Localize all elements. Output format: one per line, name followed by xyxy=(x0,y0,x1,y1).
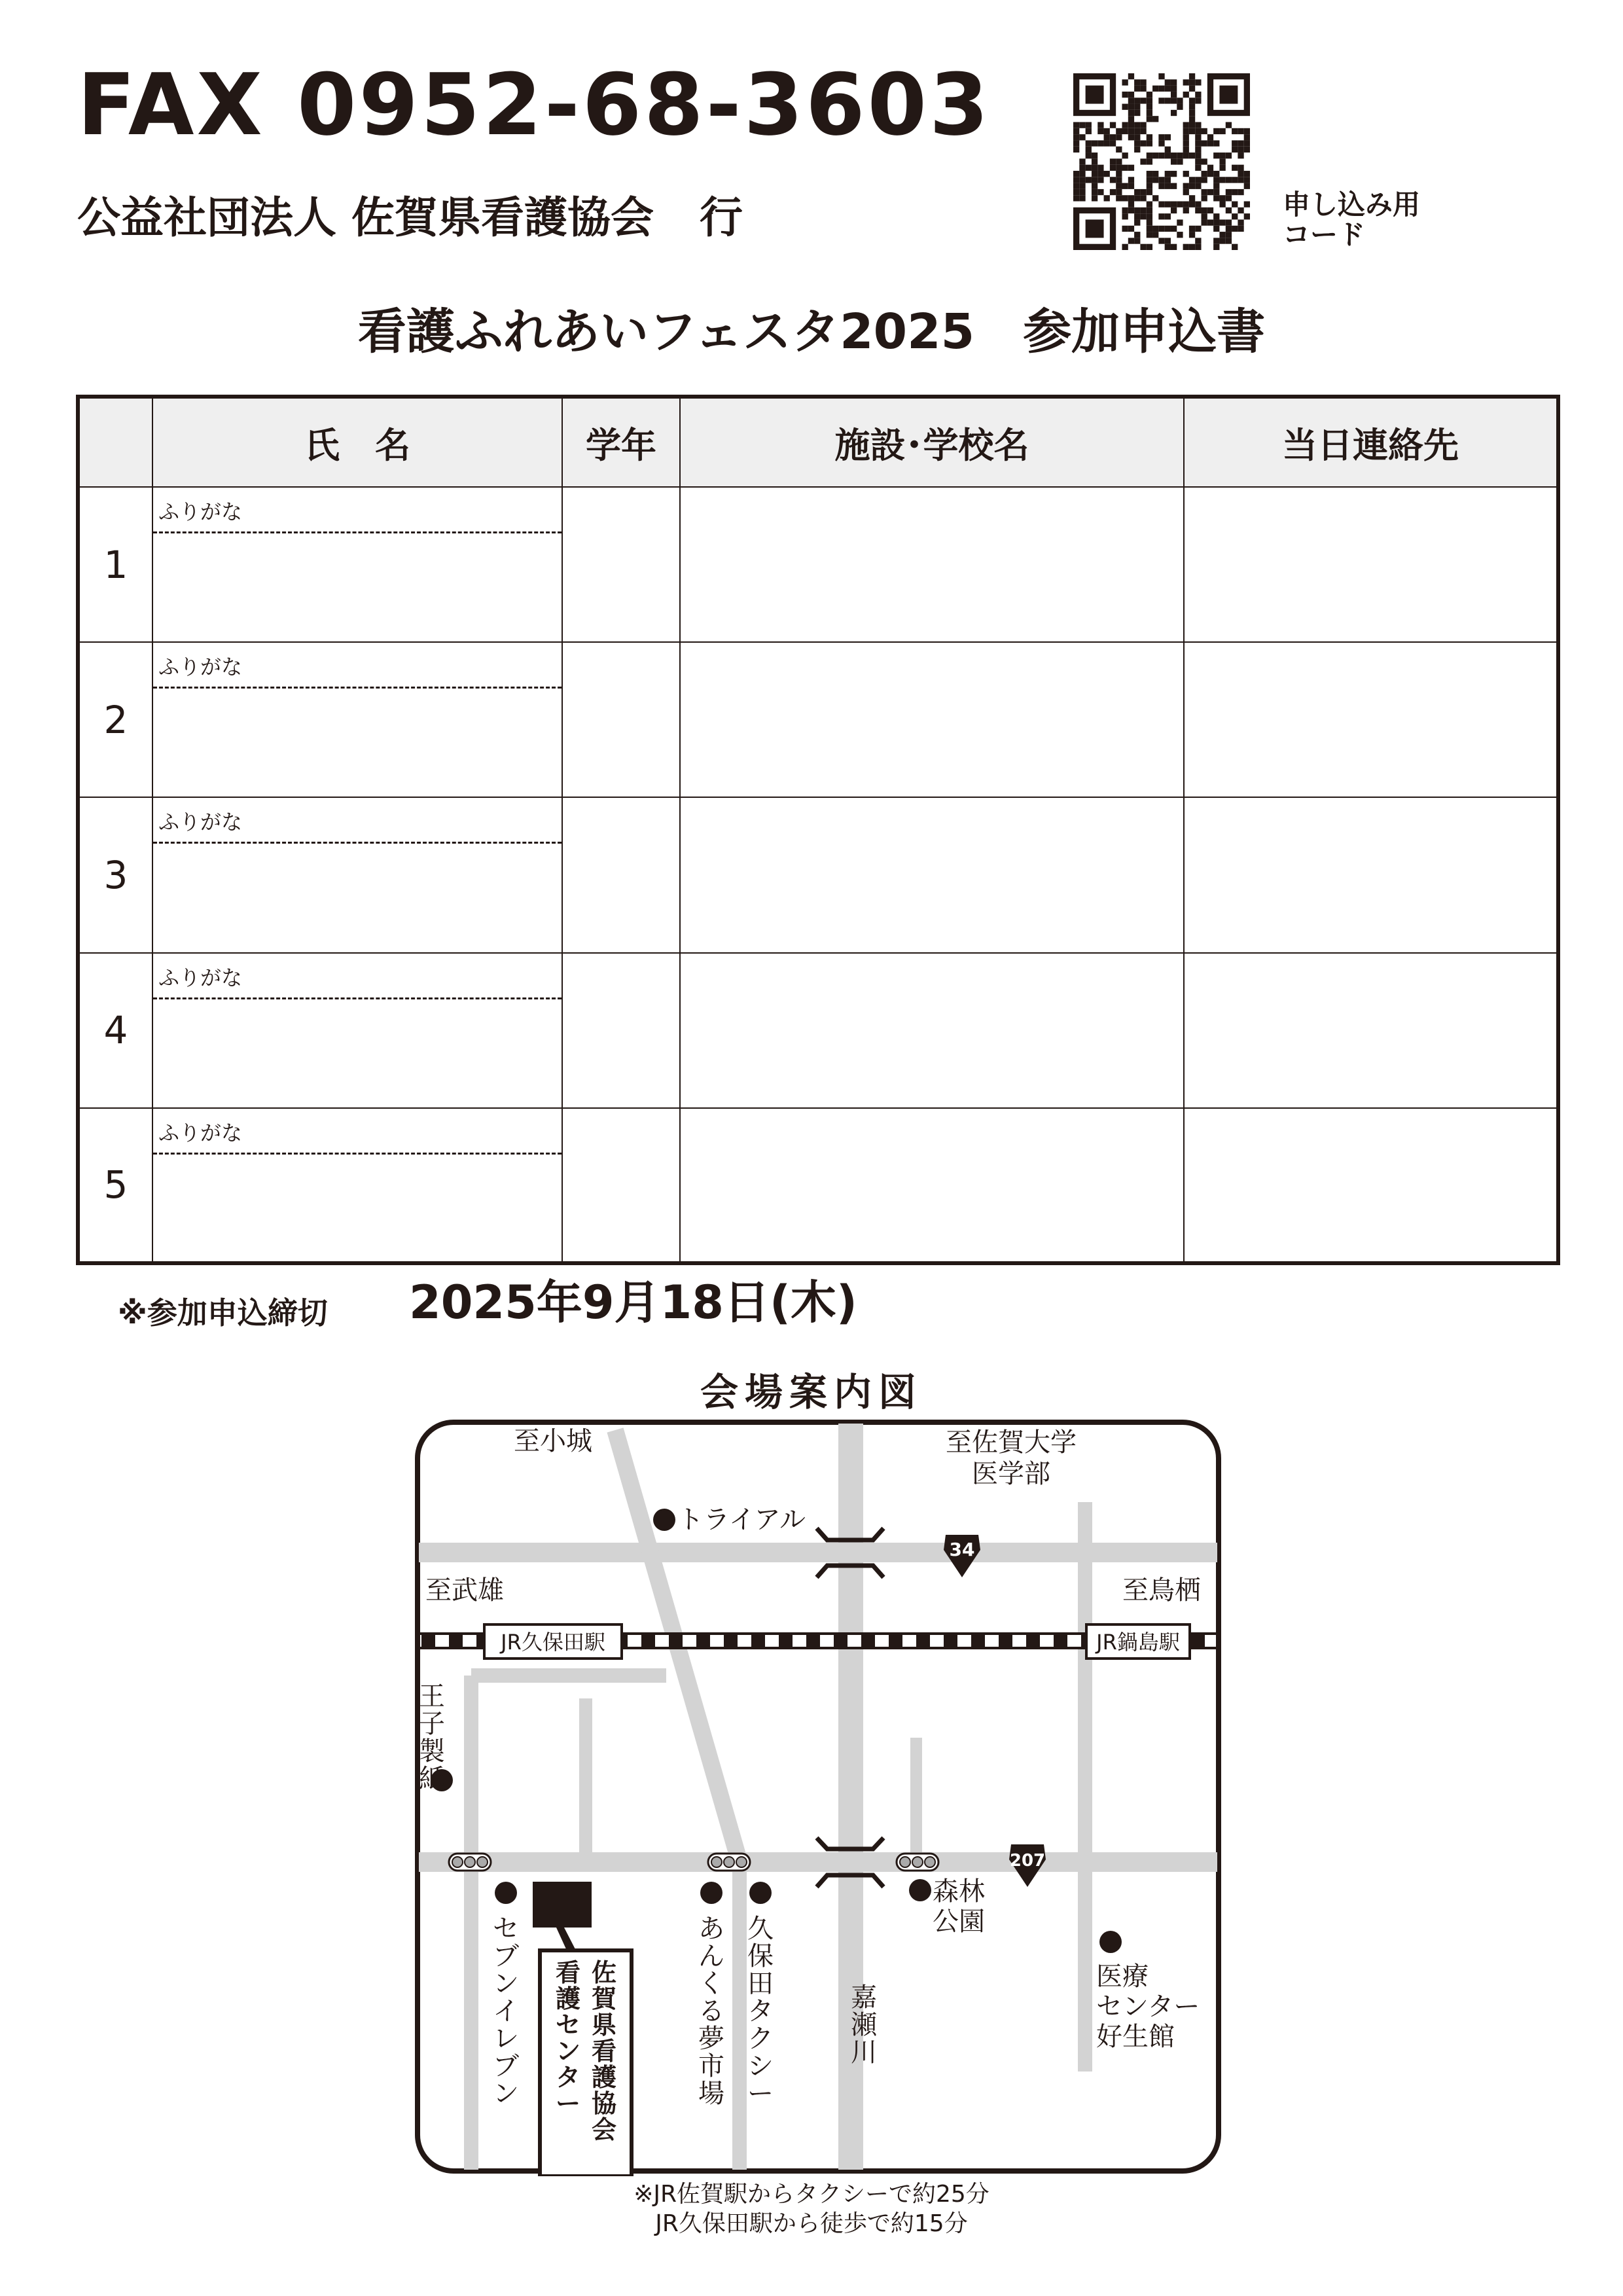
label-seven-eleven-char: レ xyxy=(493,2024,519,2054)
label-ankuru-char: あ xyxy=(698,1914,724,1944)
destination-suffix: 行 xyxy=(699,192,743,243)
label-to-saga-univ-2: 医学部 xyxy=(972,1459,1050,1489)
label-ankuru-char: 場 xyxy=(698,2079,724,2109)
header-school: 施設･学校名 xyxy=(680,397,1184,487)
label-nursing-center-char: 護 xyxy=(555,1984,581,2013)
name-field[interactable] xyxy=(152,953,562,1108)
route-34-icon: 34 xyxy=(949,1539,975,1560)
label-oji-paper-char: 紙 xyxy=(419,1764,445,1794)
label-trial: トライアル xyxy=(677,1505,806,1535)
contact-field[interactable] xyxy=(1184,642,1558,797)
label-ankuru-char: く xyxy=(698,1969,724,1999)
label-medical-1: 医療 xyxy=(1096,1962,1149,1992)
school-field[interactable] xyxy=(680,487,1184,642)
name-field[interactable] xyxy=(152,487,562,642)
application-table xyxy=(76,395,1560,1265)
fax-number: FAX 0952-68-3603 xyxy=(77,55,991,154)
label-oji-paper-char: 子 xyxy=(419,1709,445,1739)
qr-label xyxy=(1283,190,1420,250)
row-number: 3 xyxy=(78,797,152,952)
grade-field[interactable] xyxy=(562,642,680,797)
label-nursing-association-char: 県 xyxy=(591,2011,617,2039)
table-header-row xyxy=(78,397,1558,487)
furigana-divider xyxy=(153,531,562,533)
furigana-divider xyxy=(153,997,562,999)
label-ankuru-char: 市 xyxy=(698,2051,724,2081)
label-seven-eleven-char: ブ xyxy=(493,2051,519,2081)
contact-field[interactable] xyxy=(1184,953,1558,1108)
venue-map xyxy=(412,1417,1224,2176)
row-number: 4 xyxy=(78,953,152,1108)
label-nursing-center-char: ン xyxy=(555,2037,581,2066)
label-oji-paper-char: 製 xyxy=(419,1736,445,1767)
label-oji-paper-char: 王 xyxy=(419,1681,445,1712)
label-kubota-taxi-char: タ xyxy=(747,1996,774,2026)
organization-name: 公益社団法人 佐賀県看護協会 xyxy=(77,192,654,243)
deadline-date: 2025年9月18日(木) xyxy=(409,1276,857,1329)
row-number: 1 xyxy=(78,487,152,642)
label-ankuru-char: る xyxy=(698,1996,724,2026)
label-nursing-center-char: 看 xyxy=(555,1958,581,1987)
table-row xyxy=(78,487,1558,642)
school-field[interactable] xyxy=(680,953,1184,1108)
furigana-label: ふりがな xyxy=(158,499,243,524)
contact-field[interactable] xyxy=(1184,1108,1558,1263)
label-kase-river-char: 川 xyxy=(851,2037,877,2068)
header-grade: 学年 xyxy=(562,397,680,487)
label-seven-eleven-char: イ xyxy=(493,1996,519,2026)
furigana-label: ふりがな xyxy=(158,810,243,835)
label-kubota-taxi-char: ー xyxy=(747,2079,774,2109)
label-nursing-association-char: 協 xyxy=(591,2089,617,2118)
route-207-icon: 207 xyxy=(1009,1851,1046,1871)
label-to-tosu: 至鳥栖 xyxy=(1122,1575,1201,1605)
grade-field[interactable] xyxy=(562,953,680,1108)
name-field[interactable] xyxy=(152,642,562,797)
access-line1: ※JR佐賀駅からタクシーで約25分 xyxy=(633,2181,990,2208)
header-name: 氏 名 xyxy=(152,397,562,487)
label-to-saga-univ-1: 至佐賀大学 xyxy=(946,1427,1077,1458)
furigana-divider xyxy=(153,687,562,689)
furigana-label: ふりがな xyxy=(158,655,243,680)
label-kubota-taxi-char: ク xyxy=(747,2024,774,2054)
label-nursing-association-char: 賀 xyxy=(591,1984,617,2013)
access-line2: JR久保田駅から徒歩で約15分 xyxy=(655,2210,968,2237)
header-contact: 当日連絡先 xyxy=(1184,397,1558,487)
form-title: 看護ふれあいフェスタ2025 参加申込書 xyxy=(357,304,1266,360)
label-kubota-taxi-char: 田 xyxy=(747,1969,774,1999)
row-number: 5 xyxy=(78,1108,152,1263)
label-nursing-association-char: 看 xyxy=(591,2037,617,2066)
label-nursing-center-char: セ xyxy=(555,2011,581,2039)
furigana-label: ふりがな xyxy=(158,1120,243,1145)
table-row xyxy=(78,953,1558,1108)
label-kase-river-char: 瀬 xyxy=(851,2010,877,2040)
label-seven-eleven-char: ブ xyxy=(493,1941,519,1971)
label-nursing-association-char: 佐 xyxy=(591,1958,617,1987)
grade-field[interactable] xyxy=(562,797,680,952)
contact-field[interactable] xyxy=(1184,487,1558,642)
label-ankuru-char: ん xyxy=(698,1941,724,1971)
label-kubota-taxi-char: シ xyxy=(747,2051,774,2081)
organization-line xyxy=(77,192,743,243)
label-nursing-center-char: タ xyxy=(555,2063,581,2092)
table-row xyxy=(78,797,1558,952)
qr-label-line1: 申し込み用 xyxy=(1283,188,1421,221)
furigana-divider xyxy=(153,1153,562,1155)
label-kubota-taxi-char: 保 xyxy=(747,1941,774,1971)
qr-label-line2: コード xyxy=(1283,219,1366,251)
grade-field[interactable] xyxy=(562,1108,680,1263)
row-number: 2 xyxy=(78,642,152,797)
label-kase-river-char: 嘉 xyxy=(851,1982,877,2013)
label-medical-2: センター xyxy=(1096,1992,1200,2022)
label-seven-eleven-char: ン xyxy=(493,1969,519,1999)
label-morimoto-park-1: 森林 xyxy=(933,1876,985,1907)
furigana-label: ふりがな xyxy=(158,965,243,990)
label-seven-eleven-char: セ xyxy=(493,1914,519,1944)
furigana-divider xyxy=(153,842,562,844)
header-number xyxy=(78,397,152,487)
label-jr-nabeshima: JR鍋島駅 xyxy=(1096,1630,1180,1655)
name-field[interactable] xyxy=(152,797,562,952)
grade-field[interactable] xyxy=(562,487,680,642)
qr-code-icon[interactable] xyxy=(1073,73,1250,250)
table-row xyxy=(78,1108,1558,1263)
map-title: 会場案内図 xyxy=(700,1370,923,1414)
label-nursing-association-char: 護 xyxy=(591,2063,617,2092)
access-note xyxy=(0,2179,1623,2238)
label-seven-eleven-char: ン xyxy=(493,2079,519,2109)
label-medical-3: 好生館 xyxy=(1096,2022,1175,2052)
label-to-takeo: 至武雄 xyxy=(425,1575,504,1605)
label-jr-kubota: JR久保田駅 xyxy=(501,1630,605,1655)
school-field[interactable] xyxy=(680,642,1184,797)
label-nursing-center-char: ー xyxy=(555,2089,581,2118)
name-field[interactable] xyxy=(152,1108,562,1263)
label-kubota-taxi-char: 久 xyxy=(747,1914,774,1944)
label-nursing-association-char: 会 xyxy=(591,2115,617,2144)
table-row xyxy=(78,642,1558,797)
label-ankuru-char: 夢 xyxy=(698,2024,724,2054)
school-field[interactable] xyxy=(680,1108,1184,1263)
contact-field[interactable] xyxy=(1184,797,1558,952)
label-to-ogi: 至小城 xyxy=(514,1426,592,1456)
label-morimoto-park-2: 公園 xyxy=(933,1907,985,1937)
school-field[interactable] xyxy=(680,797,1184,952)
deadline-label: ※参加申込締切 xyxy=(118,1295,328,1331)
